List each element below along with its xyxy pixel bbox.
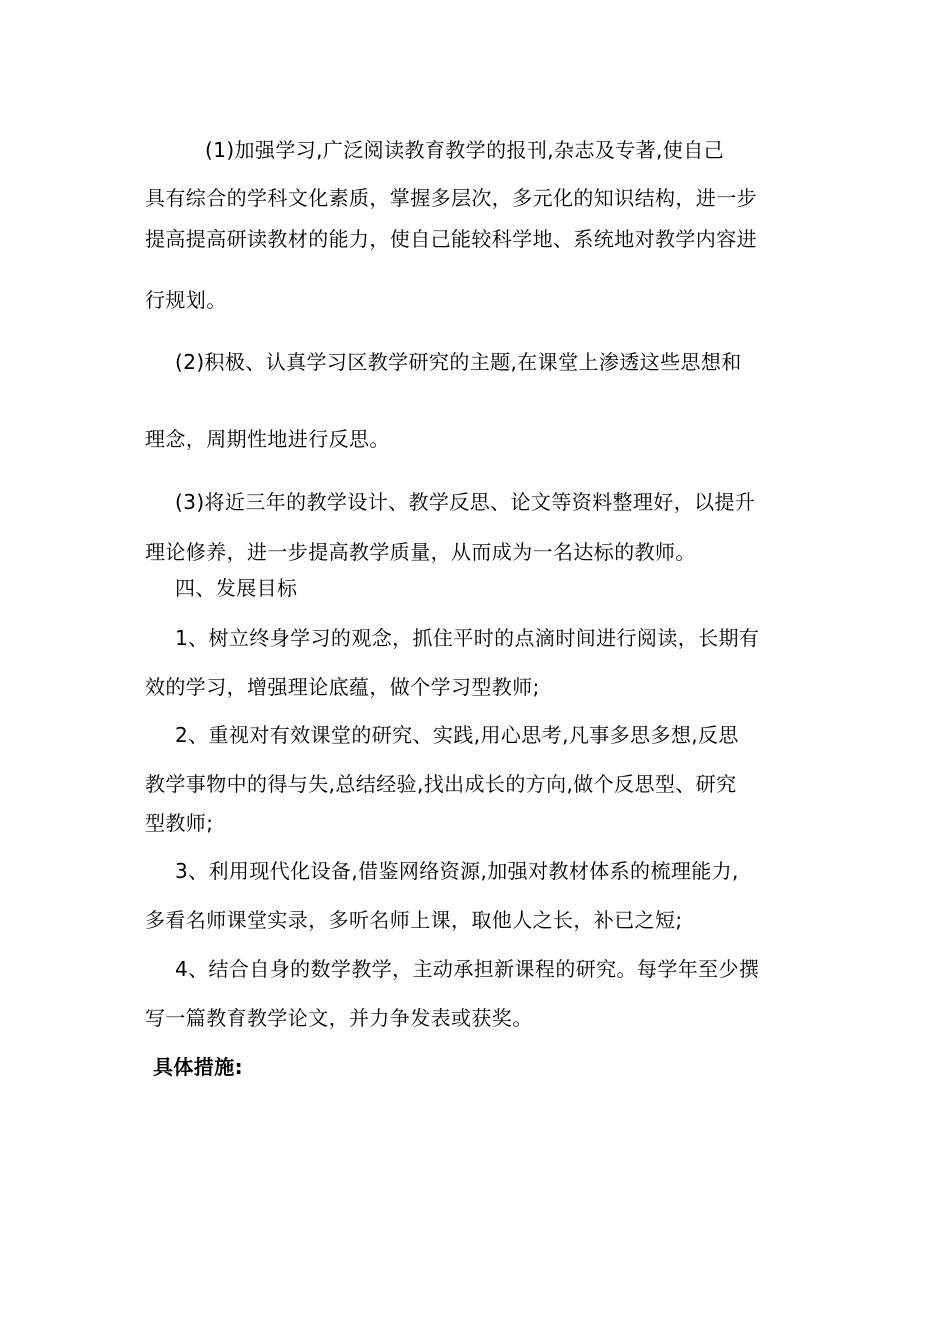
- text-line: (2)积极、认真学习区教学研究的主题,在课堂上渗透这些思想和: [175, 350, 742, 374]
- text-line: 理论修养，进一步提高教学质量，从而成为一名达标的教师。: [145, 540, 696, 564]
- text-line: (3)将近三年的教学设计、教学反思、论文等资料整理好，以提升: [175, 490, 756, 514]
- text-line: (1)加强学习,广泛阅读教育教学的报刊,杂志及专著,使自己: [205, 138, 725, 162]
- text-line: 写一篇教育教学论文，并力争发表或获奖。: [145, 1006, 533, 1030]
- section-heading: 四、发展目标: [175, 576, 298, 600]
- text-line: 1、树立终身学习的观念，抓住平时的点滴时间进行阅读，长期有: [175, 626, 760, 650]
- text-line: 理念，周期性地进行反思。: [145, 427, 390, 451]
- text-line: 教学事物中的得与失,总结经验,找出成长的方向,做个反思型、研究: [145, 772, 737, 796]
- text-line: 3、利用现代化设备,借鉴网络资源,加强对教材体系的梳理能力,: [175, 859, 739, 883]
- text-line: 型教师;: [145, 811, 214, 835]
- text-line: 提高提高研读教材的能力，使自己能较科学地、系统地对教学内容进: [145, 227, 757, 251]
- text-line: 具有综合的学科文化素质，掌握多层次，多元化的知识结构，进一步: [145, 186, 757, 210]
- text-line: 4、结合自身的数学教学，主动承担新课程的研究。每学年至少撰: [175, 957, 760, 981]
- text-line: 多看名师课堂实录，多听名师上课，取他人之长，补已之短;: [145, 908, 683, 932]
- text-line: 效的学习，增强理论底蕴，做个学习型教师;: [145, 675, 540, 699]
- text-line: 2、重视对有效课堂的研究、实践,用心思考,凡事多思多想,反思: [175, 723, 739, 747]
- subheading-measures: 具体措施:: [153, 1055, 243, 1079]
- text-line: 行规划。: [145, 288, 227, 312]
